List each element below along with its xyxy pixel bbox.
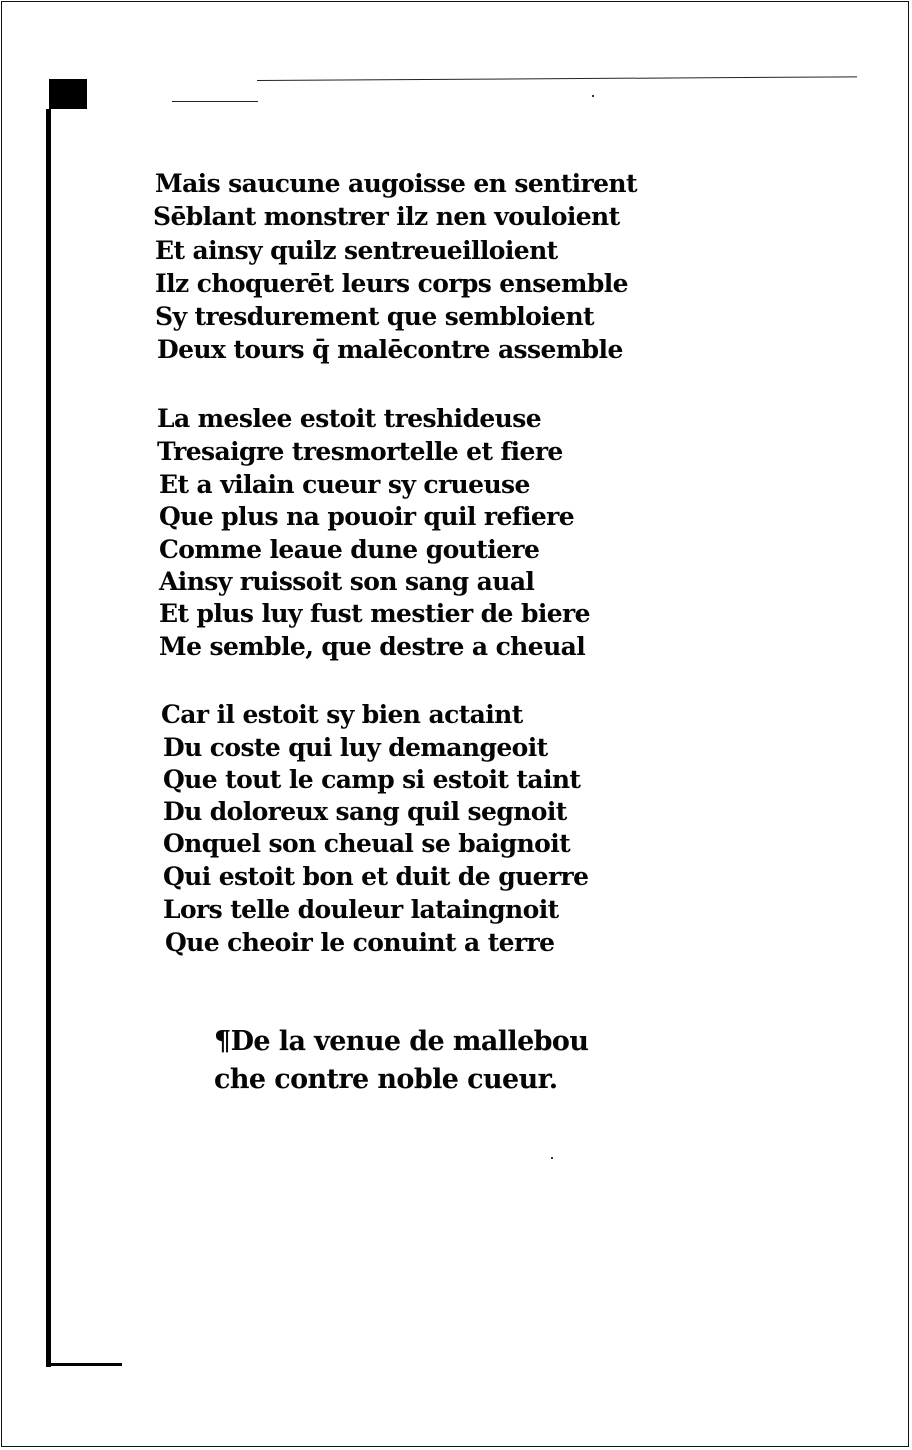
verse-line: Que plus na pouoir quil refiere bbox=[159, 502, 575, 531]
verse-line: Et plus luy fust mestier de biere bbox=[159, 599, 590, 628]
ink-speck bbox=[592, 95, 594, 97]
top-rule-short bbox=[172, 101, 258, 102]
verse-line: Mais saucune augoisse en sentirent bbox=[155, 169, 637, 198]
verse-line: Qui estoit bon et duit de guerre bbox=[163, 862, 589, 891]
verse-line: Lors telle douleur lataingnoit bbox=[163, 895, 559, 924]
verse-line: Me semble, que destre a cheual bbox=[159, 632, 586, 661]
pilcrow-mark: ¶ bbox=[214, 1026, 231, 1057]
rubric-text-1: De la venue de mallebou bbox=[230, 1026, 589, 1057]
verse-line: Onquel son cheual se baignoit bbox=[163, 829, 571, 858]
rubric-line-2: che contre noble cueur. bbox=[214, 1064, 558, 1095]
binding-mark bbox=[49, 79, 87, 109]
verse-line: Ilz choquerēt leurs corps ensemble bbox=[155, 269, 628, 298]
verse-line: Sēblant monstrer ilz nen vouloient bbox=[153, 202, 620, 231]
verse-line: Et a vilain cueur sy crueuse bbox=[159, 470, 530, 499]
verse-line: Que tout le camp si estoit taint bbox=[163, 765, 581, 794]
ink-speck bbox=[551, 1157, 553, 1159]
verse-line: La meslee estoit treshideuse bbox=[157, 404, 541, 433]
binding-edge bbox=[46, 109, 51, 1367]
verse-line: Deux tours q̄ malēcontre assemble bbox=[157, 335, 623, 364]
bottom-rule bbox=[48, 1363, 122, 1366]
verse-line: Tresaigre tresmortelle et fiere bbox=[157, 437, 563, 466]
verse-line: Du doloreux sang quil segnoit bbox=[163, 797, 567, 826]
verse-line: Ainsy ruissoit son sang aual bbox=[159, 567, 535, 596]
verse-line: Car il estoit sy bien actaint bbox=[161, 700, 523, 729]
verse-line: Que cheoir le conuint a terre bbox=[165, 928, 555, 957]
verse-line: Comme leaue dune goutiere bbox=[159, 535, 540, 564]
verse-line: Sy tresdurement que sembloient bbox=[155, 302, 594, 331]
verse-line: Et ainsy quilz sentreueilloient bbox=[155, 236, 558, 265]
verse-line: Du coste qui luy demangeoit bbox=[163, 733, 548, 762]
rubric-line-1 bbox=[214, 1024, 588, 1060]
